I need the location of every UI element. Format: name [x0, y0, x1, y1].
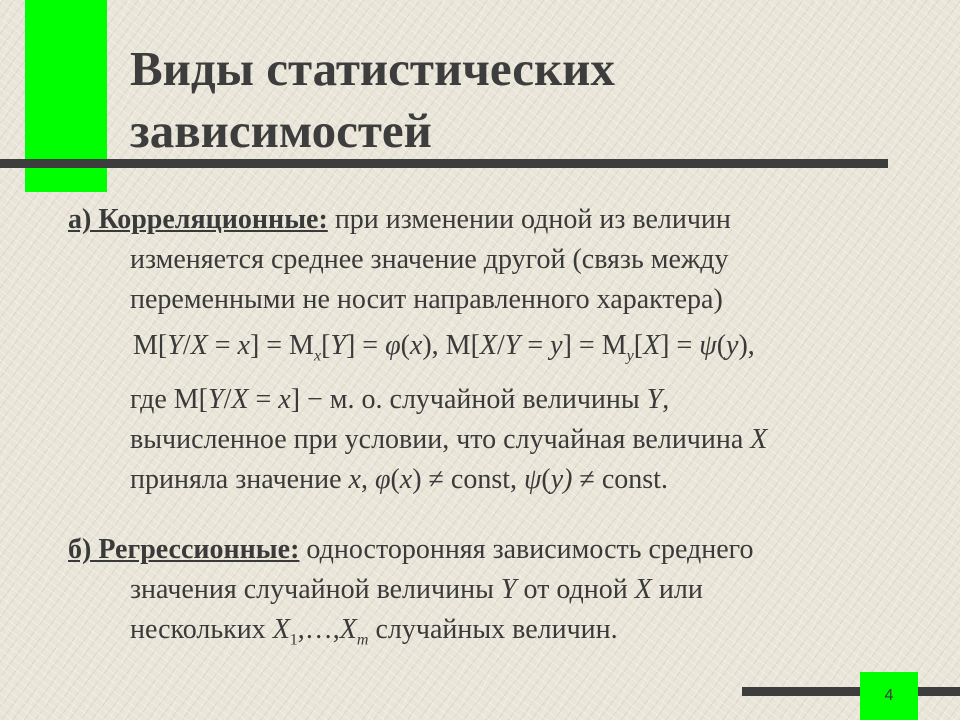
section-a-line1: при изменении одной из величин — [327, 204, 731, 235]
page-number: 4 — [860, 672, 918, 720]
section-a-line3: переменными не носит направленного характера) — [130, 284, 723, 315]
section-b-term: б) Регрессионные: — [68, 534, 300, 565]
footer-divider-left — [742, 687, 860, 696]
section-a-where — [130, 380, 920, 500]
section-b-line3: нескольких $X_1,\dots,X_m$ случайных величин. — [130, 614, 618, 649]
where-line-3: приняла значение x, φ(x) ≠ const, ψ(y) ≠ const. — [130, 464, 668, 495]
section-a-intro — [68, 200, 908, 320]
footer-divider-right — [918, 687, 960, 696]
where-line-2: вычисленное при условии, что случайная величина X — [130, 424, 768, 455]
expectation-formula: $M[Y/X = x] = M_x[Y] = \varphi(x)$, $M[X/Y = y] = M_y[X] = \psi(y)$, — [133, 330, 755, 365]
section-a-term: а) Корреляционные: — [68, 204, 328, 235]
section-b-line2: значения случайной величины Y от одной X или — [130, 574, 703, 605]
where-line-1: где M[Y/X = x] − м. о. случайной величины Y, — [130, 384, 670, 415]
section-b — [68, 530, 908, 661]
title-line-1: Виды статистических — [130, 41, 615, 96]
section-b-line1: односторонняя зависимость среднего — [299, 534, 754, 565]
section-a-line2: изменяется среднее значение другой (связь между — [130, 244, 729, 275]
title-line-2: зависимостей — [130, 103, 432, 158]
page-title — [130, 38, 615, 162]
